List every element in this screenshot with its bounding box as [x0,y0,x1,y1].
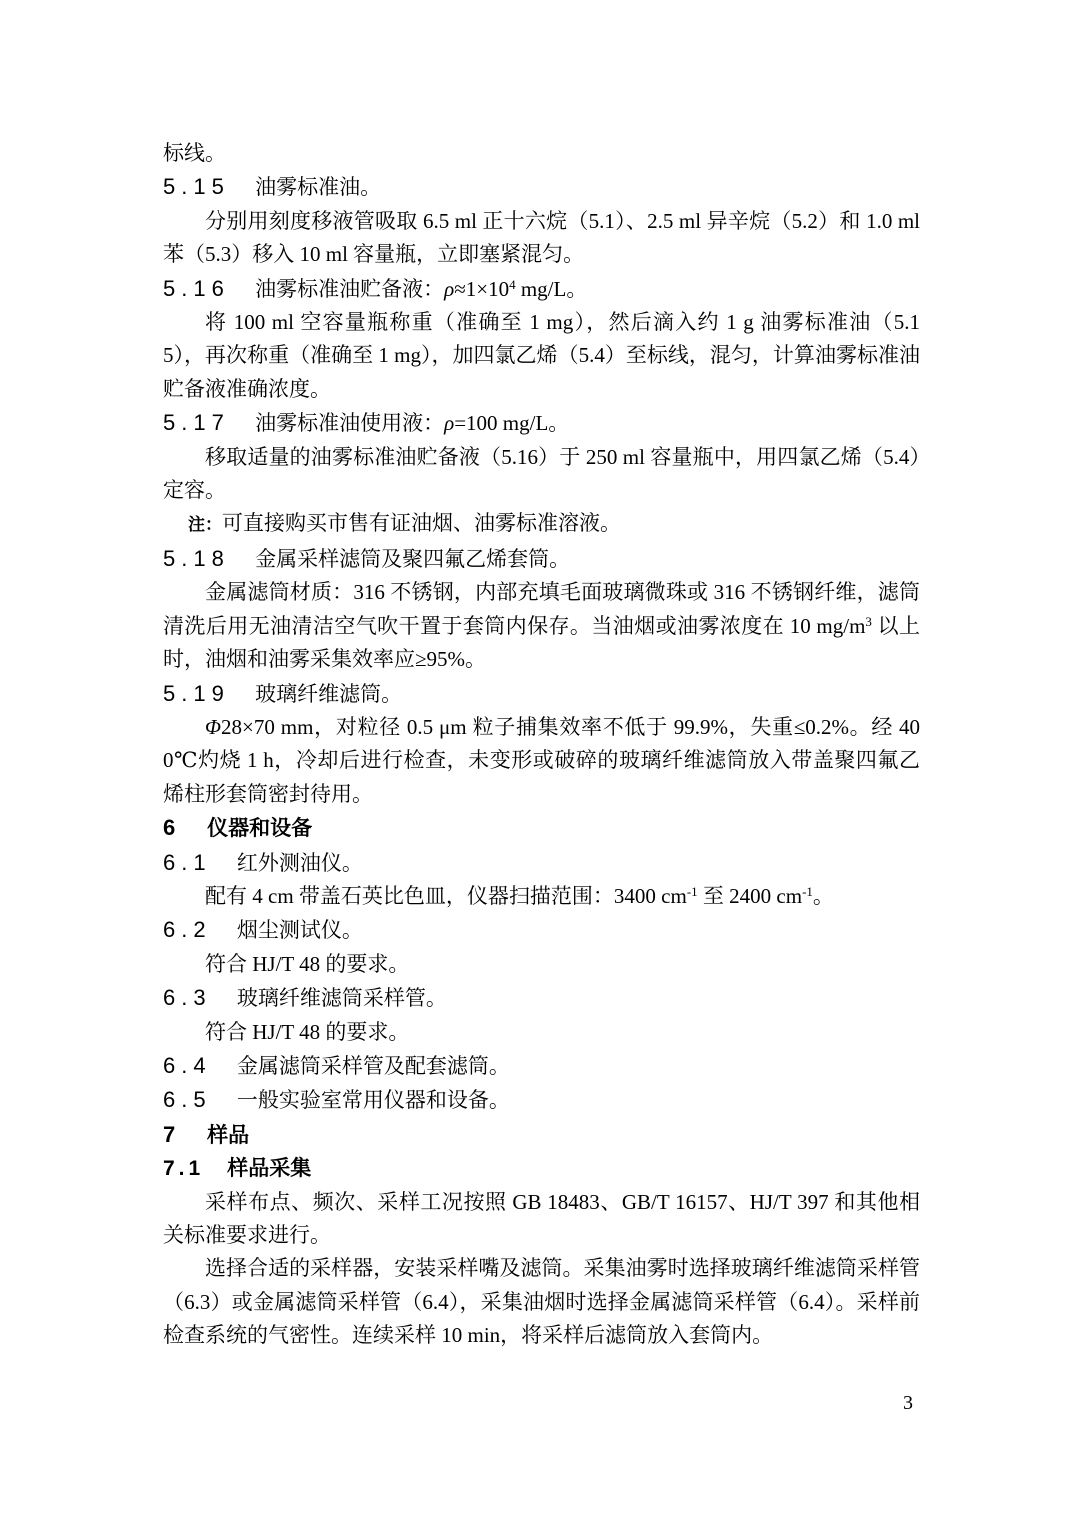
para-5-17-body: 移取适量的油雾标准油贮备液（5.16）于 250 ml 容量瓶中，用四氯乙烯（5.4）定容。 [163,444,920,503]
clause-6-2-number: 6.2 [163,917,212,943]
clause-6-4: 6.4 金属滤筒采样管及配套滤筒。 [163,1052,510,1078]
para-6-3-body: 符合 HJ/T 48 的要求。 [205,1019,410,1044]
clause-5-19-number: 5.19 [163,680,230,706]
clause-5-15: 5.15 油雾标准油。 [163,174,382,200]
chapter-7: 7 样品 [163,1121,250,1147]
clause-5-17: 5.17 油雾标准油使用液：ρ=100 mg/L。 [163,410,570,436]
para-7-1-body-2: 选择合适的采样器，安装采样嘴及滤筒。采集油雾时选择玻璃纤维滤筒采样管（6.3）或金属滤筒采样管（6.4），采集油烟时选择金属滤筒采样管（6.4）。采样前检查系统的气密性。连续采样 10 min，将采样后滤筒放入套筒内。 [163,1256,920,1348]
chapter-6-number: 6 [163,815,176,841]
clause-6-5: 6.5 一般实验室常用仪器和设备。 [163,1087,510,1113]
para-5-18-body: 金属滤筒材质：316 不锈钢，内部充填毛面玻璃微珠或 316 不锈钢纤维，滤筒清洗后用无油清洁空气吹干置于套筒内保存。当油烟或油雾浓度在 10 $mg/m^3$ 以上时，油烟和油雾采集效率应≥95%。 [163,580,920,672]
clause-6-5-number: 6.5 [163,1087,212,1113]
clause-5-16-number: 5.16 [163,275,230,301]
clause-5-19: 5.19 玻璃纤维滤筒。 [163,680,403,706]
document-body [163,137,920,1353]
clause-5-18: 5.18 金属采样滤筒及聚四氟乙烯套筒。 [163,545,571,571]
page-number: 3 [903,1392,913,1414]
clause-6-3-number: 6.3 [163,985,212,1011]
clause-6-1-number: 6.1 [163,849,212,875]
para-5-15-body: 分别用刻度移液管吸取 6.5 ml 正十六烷（5.1）、2.5 ml 异辛烷（5.2）和 1.0 ml 苯（5.3）移入 10 ml 容量瓶，立即塞紧混匀。 [163,208,920,267]
clause-6-2: 6.2 烟尘测试仪。 [163,917,363,943]
clause-5-17-number: 5.17 [163,410,230,436]
clause-5-16: 5.16 油雾标准油贮备液：$\rho\approx 1\times 10^4$ mg/L。 [163,275,588,301]
clause-6-4-number: 6.4 [163,1052,212,1078]
section-7-1: 7.1 样品采集 [163,1157,312,1181]
clause-6-3: 6.3 玻璃纤维滤筒采样管。 [163,985,447,1011]
para-5-19-body: Φ28×70 mm，对粒径 0.5 μm 粒子捕集效率不低于 99.9%，失重≤0.2%。经 400℃灼烧 1 h，冷却后进行检查，未变形或破碎的玻璃纤维滤筒放入带盖聚四氟乙烯柱形套筒密封待用。 [163,714,920,806]
para-7-1-body-1: 采样布点、频次、采样工况按照 GB 18483、GB/T 16157、HJ/T 397 和其他相关标准要求进行。 [163,1189,920,1247]
note-5-17: 注：可直接购买市售有证油烟、油雾标准溶液。 [188,511,621,536]
para-5-16-body: 将 100 ml 空容量瓶称重（准确至 1 mg），然后滴入约 1 g 油雾标准油（5.15），再次称重（准确至 1 mg），加四氯乙烯（5.4）至标线，混匀，计算油雾标准油贮备液准确浓度。 [163,310,920,401]
chapter-6: 6 仪器和设备 [163,815,313,841]
para-continuation: 标线。 [163,141,226,165]
chapter-7-number: 7 [163,1121,176,1147]
para-6-2-body: 符合 HJ/T 48 的要求。 [205,951,410,976]
clause-5-18-number: 5.18 [163,545,230,571]
section-7-1-number: 7.1 [163,1157,205,1181]
clause-5-15-number: 5.15 [163,174,230,200]
clause-6-1: 6.1 红外测油仪。 [163,849,363,875]
para-6-1-body: 配有 4 cm 带盖石英比色皿，仪器扫描范围：3400 $cm^{-1}$ 至 2400 $cm^{-1}$。 [205,883,834,908]
